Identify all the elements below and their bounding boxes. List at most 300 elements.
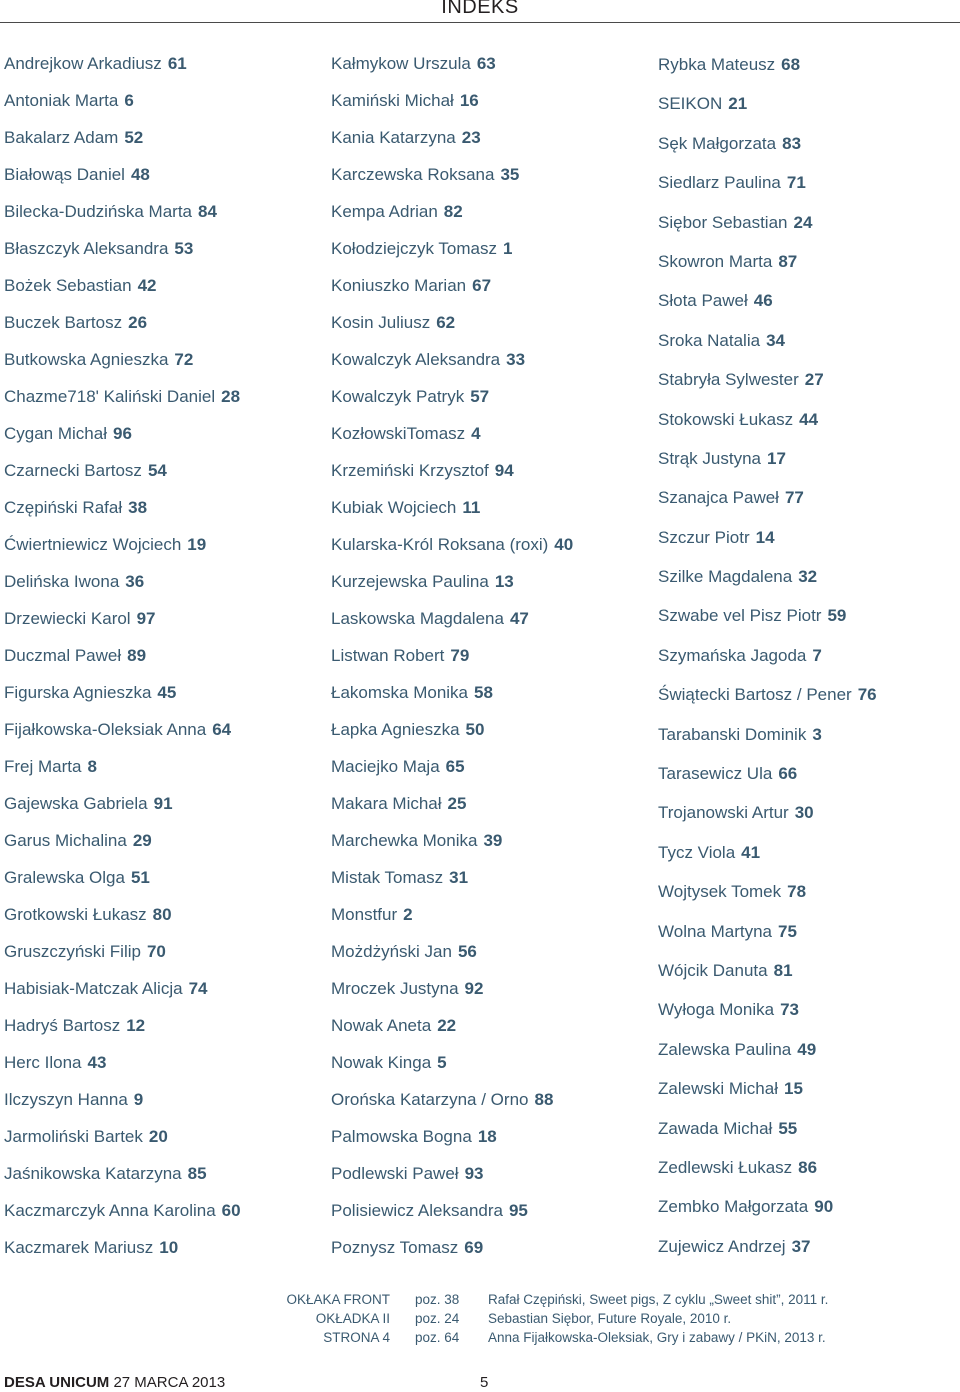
index-entry bbox=[658, 400, 958, 439]
index-entry bbox=[658, 1187, 958, 1226]
entry-page-number: 35 bbox=[500, 165, 520, 184]
index-column-3 bbox=[658, 45, 958, 1266]
entry-page-number: 40 bbox=[554, 535, 574, 554]
index-entry bbox=[4, 1044, 324, 1081]
index-entry bbox=[658, 557, 958, 596]
entry-name: Jarmoliński Bartek bbox=[4, 1127, 143, 1146]
entry-name: Szwabe vel Pisz Piotr bbox=[658, 606, 822, 626]
index-column-1 bbox=[4, 45, 324, 1266]
entry-page-number: 14 bbox=[755, 527, 775, 547]
index-entry bbox=[658, 360, 958, 399]
index-entry bbox=[4, 378, 324, 415]
entry-page-number: 30 bbox=[794, 803, 814, 823]
credit-position: poz. 38 bbox=[415, 1292, 460, 1307]
index-entry bbox=[4, 1155, 324, 1192]
entry-name: Listwan Robert bbox=[331, 646, 445, 665]
entry-page-number: 45 bbox=[157, 683, 177, 702]
index-entry bbox=[658, 754, 958, 793]
entry-name: Kałmykow Urszula bbox=[331, 54, 471, 73]
entry-page-number: 80 bbox=[152, 905, 172, 924]
entry-page-number: 6 bbox=[124, 91, 134, 110]
entry-name: Butkowska Agnieszka bbox=[4, 350, 169, 369]
index-entry bbox=[331, 156, 651, 193]
entry-name: Kaczmarek Mariusz bbox=[4, 1238, 154, 1257]
entry-page-number: 28 bbox=[221, 387, 241, 406]
index-entry bbox=[4, 822, 324, 859]
entry-name: Zawada Michał bbox=[658, 1118, 773, 1138]
entry-name: Kowalczyk Patryk bbox=[331, 387, 465, 406]
page-number: 5 bbox=[480, 1374, 489, 1391]
entry-name: Buczek Bartosz bbox=[4, 313, 123, 332]
entry-name: Karczewska Roksana bbox=[331, 165, 495, 184]
entry-name: Kempa Adrian bbox=[331, 202, 438, 221]
entry-name: Frej Marta bbox=[4, 757, 82, 776]
entry-page-number: 8 bbox=[87, 757, 97, 776]
entry-page-number: 90 bbox=[814, 1197, 834, 1217]
entry-page-number: 42 bbox=[137, 276, 157, 295]
entry-name: Nowak Aneta bbox=[331, 1016, 432, 1035]
index-entry bbox=[658, 596, 958, 635]
index-entry bbox=[658, 675, 958, 714]
entry-name: Orońska Katarzyna / Orno bbox=[331, 1090, 529, 1109]
entry-page-number: 94 bbox=[494, 461, 514, 480]
entry-name: Kamiński Michał bbox=[331, 91, 454, 110]
entry-page-number: 77 bbox=[784, 488, 804, 508]
entry-page-number: 39 bbox=[483, 831, 503, 850]
index-entry bbox=[4, 156, 324, 193]
entry-page-number: 56 bbox=[457, 942, 477, 961]
entry-page-number: 41 bbox=[741, 842, 761, 862]
entry-page-number: 10 bbox=[159, 1238, 179, 1257]
credit-description: Sebastian Siębor, Future Royale, 2010 r. bbox=[488, 1311, 732, 1326]
index-entry bbox=[4, 230, 324, 267]
entry-name: Trojanowski Artur bbox=[658, 803, 789, 823]
index-entry bbox=[658, 242, 958, 281]
entry-page-number: 69 bbox=[464, 1238, 484, 1257]
entry-page-number: 72 bbox=[174, 350, 194, 369]
entry-page-number: 4 bbox=[471, 424, 481, 443]
entry-name: Tarasewicz Ula bbox=[658, 764, 773, 784]
entry-name: Wolna Martyna bbox=[658, 921, 773, 941]
entry-page-number: 17 bbox=[767, 448, 786, 468]
entry-page-number: 12 bbox=[126, 1016, 146, 1035]
entry-page-number: 74 bbox=[188, 979, 208, 998]
index-entry bbox=[658, 203, 958, 242]
index-entry bbox=[331, 933, 651, 970]
entry-page-number: 95 bbox=[508, 1201, 528, 1220]
entry-name: Czępiński Rafał bbox=[4, 498, 123, 517]
entry-page-number: 70 bbox=[146, 942, 166, 961]
entry-page-number: 86 bbox=[798, 1157, 818, 1177]
entry-name: Czarnecki Bartosz bbox=[4, 461, 142, 480]
entry-page-number: 29 bbox=[132, 831, 152, 850]
entry-name: Ćwiertniewicz Wojciech bbox=[4, 535, 182, 554]
entry-name: Łapka Agnieszka bbox=[331, 720, 460, 739]
entry-page-number: 16 bbox=[459, 91, 479, 110]
credit-label: OKŁAKA FRONT bbox=[286, 1292, 390, 1307]
credit-position: poz. 64 bbox=[415, 1330, 460, 1345]
entry-name: Szilke Magdalena bbox=[658, 567, 793, 587]
credit-description: Anna Fijałkowska-Oleksiak, Gry i zabawy / PKiN, 2013 r. bbox=[488, 1330, 826, 1345]
index-entry bbox=[658, 281, 958, 320]
entry-name: Kołodziejczyk Tomasz bbox=[331, 239, 497, 258]
entry-name: Kularska-Król Roksana (roxi) bbox=[331, 535, 549, 554]
index-entry bbox=[331, 563, 651, 600]
index-entry bbox=[331, 82, 651, 119]
entry-page-number: 11 bbox=[462, 498, 481, 517]
entry-page-number: 34 bbox=[766, 330, 785, 350]
index-entry bbox=[658, 478, 958, 517]
entry-page-number: 62 bbox=[436, 313, 456, 332]
entry-name: Chazme718' Kaliński Daniel bbox=[4, 387, 216, 406]
index-entry bbox=[658, 124, 958, 163]
entry-page-number: 43 bbox=[87, 1053, 107, 1072]
entry-page-number: 27 bbox=[804, 370, 824, 390]
entry-page-number: 3 bbox=[812, 724, 822, 744]
entry-name: Garus Michalina bbox=[4, 831, 127, 850]
entry-page-number: 66 bbox=[778, 764, 798, 784]
entry-name: Gajewska Gabriela bbox=[4, 794, 148, 813]
entry-page-number: 9 bbox=[133, 1090, 144, 1109]
entry-name: Sroka Natalia bbox=[658, 330, 761, 350]
entry-name: Łakomska Monika bbox=[331, 683, 469, 702]
index-entry bbox=[331, 304, 651, 341]
entry-name: Gruszczyński Filip bbox=[4, 942, 141, 961]
entry-page-number: 18 bbox=[477, 1127, 497, 1146]
entry-name: Kosin Juliusz bbox=[331, 313, 431, 332]
index-entry bbox=[4, 600, 324, 637]
index-entry bbox=[331, 748, 651, 785]
entry-name: Herc Ilona bbox=[4, 1053, 82, 1072]
index-entry bbox=[331, 785, 651, 822]
index-entry bbox=[331, 1155, 651, 1192]
entry-name: Polisiewicz Aleksandra bbox=[331, 1201, 503, 1220]
entry-page-number: 97 bbox=[136, 609, 156, 628]
index-entry bbox=[658, 793, 958, 832]
entry-page-number: 92 bbox=[464, 979, 484, 998]
entry-page-number: 58 bbox=[474, 683, 493, 702]
entry-page-number: 20 bbox=[148, 1127, 168, 1146]
index-entry bbox=[4, 1229, 324, 1266]
index-entry bbox=[331, 600, 651, 637]
entry-name: Zujewicz Andrzej bbox=[658, 1236, 786, 1256]
entry-name: Tycz Viola bbox=[658, 842, 736, 862]
entry-name: Bakalarz Adam bbox=[4, 128, 119, 147]
entry-name: Zalewski Michał bbox=[658, 1079, 778, 1099]
index-entry bbox=[331, 637, 651, 674]
entry-name: Tarabanski Dominik bbox=[658, 724, 807, 744]
index-entry bbox=[331, 1192, 651, 1229]
index-entry bbox=[331, 526, 651, 563]
index-entry bbox=[4, 637, 324, 674]
index-column-2 bbox=[331, 45, 651, 1266]
index-entry bbox=[4, 970, 324, 1007]
index-entry bbox=[331, 970, 651, 1007]
entry-name: Sęk Małgorzata bbox=[658, 133, 777, 153]
entry-page-number: 26 bbox=[128, 313, 148, 332]
entry-page-number: 1 bbox=[502, 239, 513, 258]
index-entry bbox=[331, 1081, 651, 1118]
entry-page-number: 87 bbox=[778, 251, 798, 271]
entry-name: Antoniak Marta bbox=[4, 91, 119, 110]
index-title: INDEKS bbox=[441, 0, 519, 18]
index-entry bbox=[4, 896, 324, 933]
entry-page-number: 7 bbox=[812, 645, 822, 665]
entry-name: Siedlarz Paulina bbox=[658, 173, 781, 193]
index-entry bbox=[658, 84, 958, 123]
entry-page-number: 25 bbox=[447, 794, 467, 813]
entry-page-number: 24 bbox=[793, 212, 813, 232]
entry-page-number: 49 bbox=[797, 1039, 817, 1059]
entry-page-number: 13 bbox=[494, 572, 514, 591]
entry-page-number: 50 bbox=[465, 720, 485, 739]
entry-page-number: 5 bbox=[437, 1053, 447, 1072]
entry-name: Szczur Piotr bbox=[658, 527, 750, 547]
index-entry bbox=[4, 82, 324, 119]
index-entry bbox=[4, 785, 324, 822]
index-entry bbox=[4, 933, 324, 970]
entry-page-number: 48 bbox=[130, 165, 150, 184]
index-entry bbox=[4, 489, 324, 526]
entry-name: Mroczek Justyna bbox=[331, 979, 459, 998]
entry-page-number: 23 bbox=[461, 128, 481, 147]
entry-name: Makara Michał bbox=[331, 794, 442, 813]
entry-page-number: 78 bbox=[787, 882, 807, 902]
entry-name: Andrejkow Arkadiusz bbox=[4, 54, 162, 73]
index-entry bbox=[658, 163, 958, 202]
entry-page-number: 67 bbox=[472, 276, 492, 295]
entry-name: Ilczyszyn Hanna bbox=[4, 1090, 128, 1109]
index-entry bbox=[658, 45, 958, 84]
index-entry bbox=[4, 304, 324, 341]
entry-name: Stabryła Sylwester bbox=[658, 370, 799, 390]
entry-name: Wyłoga Monika bbox=[658, 1000, 775, 1020]
entry-name: Kurzejewska Paulina bbox=[331, 572, 489, 591]
index-entry bbox=[331, 193, 651, 230]
index-entry bbox=[658, 951, 958, 990]
index-entry bbox=[658, 1148, 958, 1187]
entry-page-number: 89 bbox=[127, 646, 147, 665]
index-entry bbox=[658, 990, 958, 1029]
entry-name: Krzemiński Krzysztof bbox=[331, 461, 489, 480]
entry-name: Hadryś Bartosz bbox=[4, 1016, 121, 1035]
entry-name: Jaśnikowska Katarzyna bbox=[4, 1164, 182, 1183]
entry-name: Strąk Justyna bbox=[658, 448, 761, 468]
entry-name: Nowak Kinga bbox=[331, 1053, 432, 1072]
entry-page-number: 83 bbox=[782, 133, 802, 153]
entry-page-number: 79 bbox=[450, 646, 470, 665]
entry-page-number: 46 bbox=[753, 291, 773, 311]
footer-date: 27 MARCA 2013 bbox=[113, 1374, 226, 1391]
entry-page-number: 15 bbox=[783, 1079, 803, 1099]
index-entry bbox=[658, 439, 958, 478]
entry-page-number: 93 bbox=[464, 1164, 484, 1183]
entry-name: Bożek Sebastian bbox=[4, 276, 132, 295]
entry-page-number: 44 bbox=[799, 409, 819, 429]
entry-name: KozłowskiTomasz bbox=[331, 424, 466, 443]
index-entry bbox=[331, 1007, 651, 1044]
entry-name: Świątecki Bartosz / Pener bbox=[658, 685, 852, 705]
entry-page-number: 37 bbox=[791, 1236, 811, 1256]
entry-name: Delińska Iwona bbox=[4, 572, 120, 591]
entry-page-number: 61 bbox=[167, 54, 187, 73]
entry-page-number: 75 bbox=[778, 921, 797, 941]
entry-name: Marchewka Monika bbox=[331, 831, 478, 850]
entry-name: Cygan Michał bbox=[4, 424, 107, 443]
credit-description: Rafał Czępiński, Sweet pigs, Z cyklu „Sweet shit”, 2011 r. bbox=[488, 1292, 829, 1307]
index-entry bbox=[331, 45, 651, 82]
index-header bbox=[0, 0, 960, 23]
entry-page-number: 54 bbox=[147, 461, 167, 480]
credit-label: STRONA 4 bbox=[323, 1330, 390, 1345]
entry-name: Laskowska Magdalena bbox=[331, 609, 504, 628]
entry-name: Wojtysek Tomek bbox=[658, 882, 782, 902]
entry-name: Drzewiecki Karol bbox=[4, 609, 131, 628]
entry-page-number: 22 bbox=[437, 1016, 457, 1035]
index-entry bbox=[658, 1069, 958, 1108]
index-entry bbox=[4, 415, 324, 452]
credit-row bbox=[0, 1328, 960, 1347]
index-entry bbox=[658, 1109, 958, 1148]
index-entry bbox=[4, 711, 324, 748]
entry-name: Kowalczyk Aleksandra bbox=[331, 350, 501, 369]
index-entry bbox=[4, 341, 324, 378]
index-entry bbox=[331, 230, 651, 267]
entry-name: Maciejko Maja bbox=[331, 757, 440, 776]
entry-page-number: 84 bbox=[198, 202, 217, 221]
entry-name: Błaszczyk Aleksandra bbox=[4, 239, 169, 258]
entry-name: Możdżyński Jan bbox=[331, 942, 452, 961]
entry-page-number: 71 bbox=[786, 173, 806, 193]
entry-name: Zembko Małgorzata bbox=[658, 1197, 809, 1217]
credit-row bbox=[0, 1290, 960, 1309]
index-entry bbox=[331, 267, 651, 304]
footer-brand: DESA UNICUM bbox=[4, 1374, 110, 1391]
entry-name: Gralewska Olga bbox=[4, 868, 125, 887]
entry-page-number: 38 bbox=[128, 498, 148, 517]
entry-name: Podlewski Paweł bbox=[331, 1164, 459, 1183]
index-entry bbox=[331, 452, 651, 489]
entry-page-number: 64 bbox=[212, 720, 232, 739]
entry-page-number: 52 bbox=[124, 128, 144, 147]
entry-name: Fijałkowska-Oleksiak Anna bbox=[4, 720, 207, 739]
entry-name: Białowąs Daniel bbox=[4, 165, 125, 184]
entry-name: Kubiak Wojciech bbox=[331, 498, 457, 517]
index-entry bbox=[331, 1118, 651, 1155]
index-entry bbox=[658, 1227, 958, 1266]
index-entry bbox=[658, 833, 958, 872]
entry-page-number: 76 bbox=[857, 685, 877, 705]
index-entry bbox=[4, 859, 324, 896]
entry-name: Kaczmarczyk Anna Karolina bbox=[4, 1201, 216, 1220]
index-entry bbox=[331, 415, 651, 452]
entry-page-number: 19 bbox=[187, 535, 207, 554]
entry-page-number: 85 bbox=[187, 1164, 207, 1183]
index-entry bbox=[658, 636, 958, 675]
entry-name: Habisiak-Matczak Alicja bbox=[4, 979, 183, 998]
entry-name: Duczmal Paweł bbox=[4, 646, 122, 665]
entry-page-number: 21 bbox=[728, 94, 748, 114]
index-entry bbox=[4, 193, 324, 230]
entry-name: Monstfur bbox=[331, 905, 398, 924]
entry-page-number: 63 bbox=[476, 54, 496, 73]
entry-page-number: 81 bbox=[773, 960, 793, 980]
entry-name: Rybka Mateusz bbox=[658, 55, 776, 74]
index-entry bbox=[331, 896, 651, 933]
entry-page-number: 53 bbox=[174, 239, 194, 258]
index-entry bbox=[658, 715, 958, 754]
entry-page-number: 59 bbox=[827, 606, 847, 626]
index-entry bbox=[4, 1007, 324, 1044]
index-entry bbox=[658, 872, 958, 911]
entry-page-number: 96 bbox=[113, 424, 132, 443]
index-entry bbox=[4, 674, 324, 711]
entry-name: Zalewska Paulina bbox=[658, 1039, 792, 1059]
index-entry bbox=[658, 912, 958, 951]
entry-name: Kania Katarzyna bbox=[331, 128, 456, 147]
entry-page-number: 32 bbox=[798, 567, 818, 587]
entry-page-number: 55 bbox=[778, 1118, 798, 1138]
index-entry bbox=[658, 321, 958, 360]
entry-page-number: 36 bbox=[125, 572, 145, 591]
entry-name: Poznysz Tomasz bbox=[331, 1238, 459, 1257]
index-entry bbox=[4, 267, 324, 304]
entry-name: Figurska Agnieszka bbox=[4, 683, 152, 702]
entry-page-number: 31 bbox=[449, 868, 469, 887]
entry-name: SEIKON bbox=[658, 94, 723, 114]
index-entry bbox=[658, 1030, 958, 1069]
index-entry bbox=[331, 1229, 651, 1266]
entry-name: Siębor Sebastian bbox=[658, 212, 788, 232]
entry-page-number: 73 bbox=[780, 1000, 799, 1020]
entry-page-number: 60 bbox=[221, 1201, 241, 1220]
entry-name: Bilecka-Dudzińska Marta bbox=[4, 202, 193, 221]
footer bbox=[4, 1374, 225, 1391]
entry-page-number: 47 bbox=[509, 609, 529, 628]
entry-page-number: 2 bbox=[403, 905, 413, 924]
index-entry bbox=[4, 45, 324, 82]
entry-page-number: 65 bbox=[445, 757, 465, 776]
entry-name: Szymańska Jagoda bbox=[658, 645, 807, 665]
index-entry bbox=[331, 341, 651, 378]
entry-name: Mistak Tomasz bbox=[331, 868, 444, 887]
index-entry bbox=[331, 1044, 651, 1081]
index-entry bbox=[4, 748, 324, 785]
entry-page-number: 57 bbox=[470, 387, 490, 406]
entry-name: Grotkowski Łukasz bbox=[4, 905, 147, 924]
index-entry bbox=[658, 518, 958, 557]
entry-name: Palmowska Bogna bbox=[331, 1127, 472, 1146]
entry-page-number: 51 bbox=[130, 868, 150, 887]
entry-name: Wójcik Danuta bbox=[658, 960, 768, 980]
index-entry bbox=[4, 1118, 324, 1155]
entry-name: Słota Paweł bbox=[658, 291, 748, 311]
index-entry bbox=[4, 1081, 324, 1118]
index-entry bbox=[4, 526, 324, 563]
index-entry bbox=[4, 563, 324, 600]
index-entry bbox=[331, 489, 651, 526]
index-entry bbox=[331, 674, 651, 711]
credit-position: poz. 24 bbox=[415, 1311, 460, 1326]
entry-page-number: 33 bbox=[506, 350, 526, 369]
entry-page-number: 82 bbox=[443, 202, 463, 221]
index-entry bbox=[331, 822, 651, 859]
index-entry bbox=[4, 452, 324, 489]
index-entry bbox=[4, 119, 324, 156]
index-entry bbox=[4, 1192, 324, 1229]
entry-name: Koniuszko Marian bbox=[331, 276, 467, 295]
index-entry bbox=[331, 859, 651, 896]
